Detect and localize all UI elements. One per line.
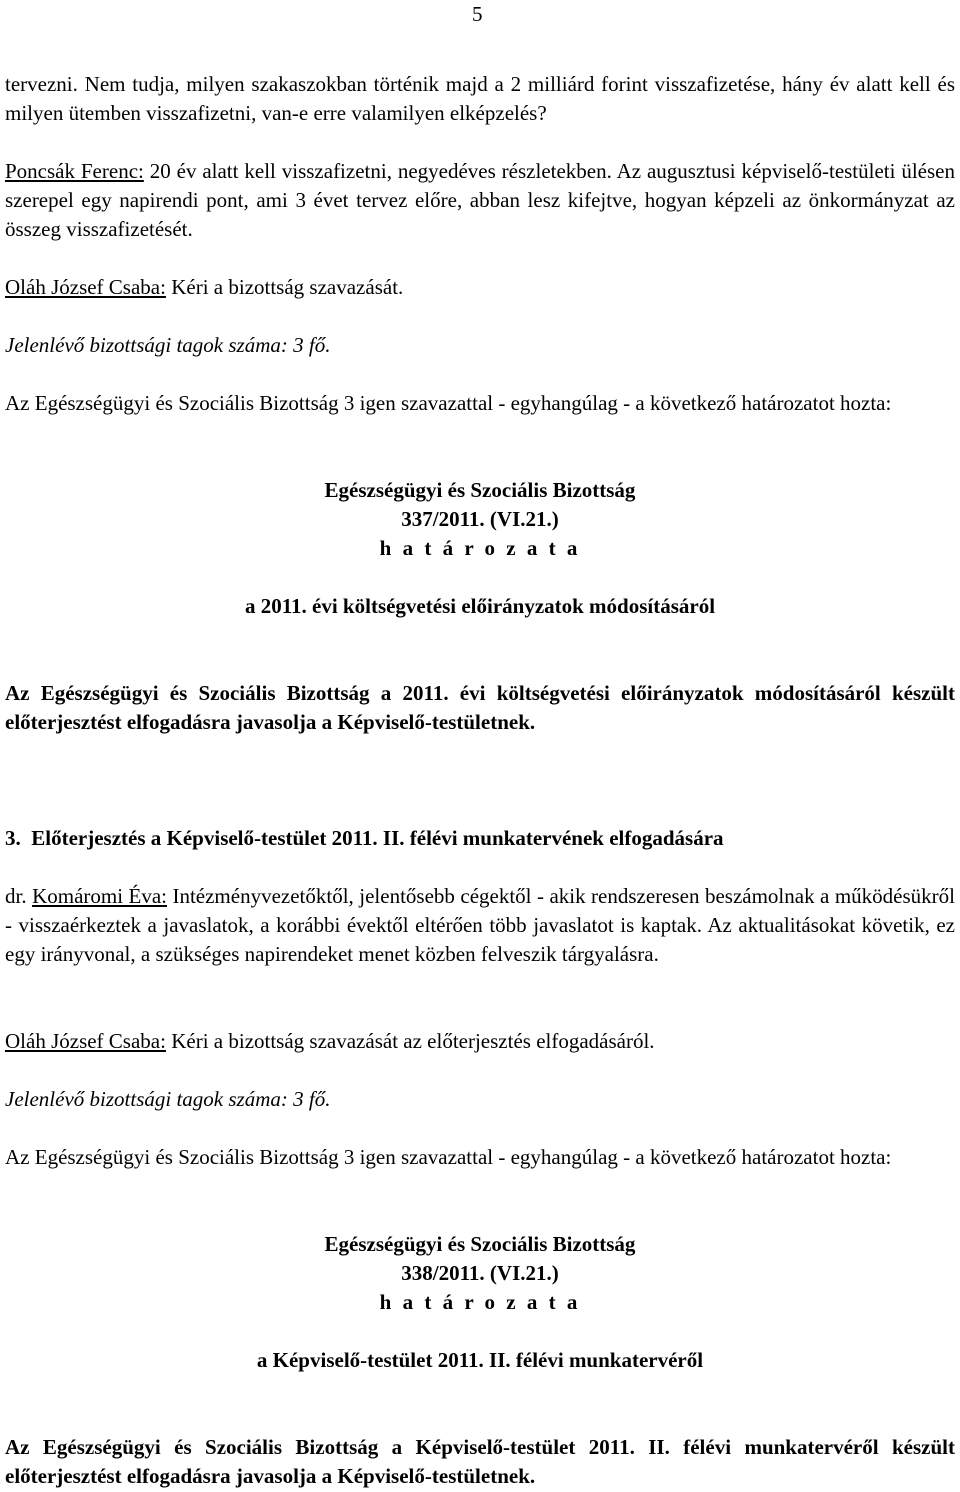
resolution-2-subject: a Képviselő-testület 2011. II. félévi munkatervéről [256, 1348, 704, 1372]
speaker-text: Kéri a bizottság szavazását. [165, 275, 404, 299]
vote-statement-1: Az Egészségügyi és Szociális Bizottság 3 igen szavazattal - egyhangúlag - a következő határozatot hozta: [5, 391, 892, 415]
resolution-2-committee: Egészségügyi és Szociális Bizottság [324, 1232, 636, 1256]
page-number: 5 [472, 2, 483, 26]
speaker-name: Komáromi Éva: [32, 884, 167, 908]
resolution-2-number: 338/2011. (VI.21.) [401, 1261, 559, 1285]
resolution-1-label: h a t á r o z a t a [379, 536, 581, 560]
resolution-2-label: h a t á r o z a t a [379, 1290, 581, 1314]
speaker-name: Poncsák Ferenc: [5, 159, 144, 183]
resolution-1-committee: Egészségügyi és Szociális Bizottság [324, 478, 636, 502]
paragraph-olah-1 [5, 273, 955, 302]
resolution-2-body: Az Egészségügyi és Szociális Bizottság a Képviselő-testület 2011. II. félévi munkatervéről készült előterjesztést elfogadásra javasolja a Képviselő-testületnek. [5, 1435, 955, 1488]
speaker-name: Oláh József Csaba: [5, 275, 166, 299]
paragraph-question: tervezni. Nem tudja, milyen szakaszokban történik majd a 2 milliárd forint visszafizetése, hány év alatt kell és milyen ütemben visszafizetni, van-e erre valamilyen elképzelés? [5, 72, 955, 125]
paragraph-olah-2 [5, 1027, 955, 1056]
speaker-prefix: dr. [5, 884, 33, 908]
resolution-1-subject: a 2011. évi költségvetési előirányzatok módosításáról [244, 594, 716, 618]
vote-statement-2: Az Egészségügyi és Szociális Bizottság 3 igen szavazattal - egyhangúlag - a következő határozatot hozta: [5, 1145, 892, 1169]
paragraph-poncsak [5, 157, 955, 244]
resolution-1-body: Az Egészségügyi és Szociális Bizottság a 2011. évi költségvetési előirányzatok módosításáról készült előterjesztést elfogadásra javasolja a Képviselő-testületnek. [5, 681, 955, 734]
speaker-text: Kéri a bizottság szavazását az előterjesztés elfogadásáról. [165, 1029, 655, 1053]
resolution-1-number: 337/2011. (VI.21.) [401, 507, 559, 531]
present-members-1: Jelenlévő bizottsági tagok száma: 3 fő. [5, 333, 331, 357]
section-heading-3: 3. Előterjesztés a Képviselő-testület 2011. II. félévi munkatervének elfogadására [5, 826, 724, 850]
speaker-text: Intézményvezetőktől, jelentősebb cégektől - akik rendszeresen beszámolnak a működésükről - visszaérkeztek a javaslatok, a korábbi évektől eltérően több javaslatot is kaptak. Az aktualitásokat követik, ez egy irányvonal, a szükséges napirendeket menet közben felveszik tárgyalásra. [5, 884, 955, 966]
present-members-2: Jelenlévő bizottsági tagok száma: 3 fő. [5, 1087, 331, 1111]
speaker-text: 20 év alatt kell visszafizetni, negyedéves részletekben. Az augusztusi képviselő-testületi ülésen szerepel egy napirendi pont, ami 3 évet tervez előre, abban lesz kifejtve, hogyan képzeli az önkormányzat az összeg visszafizetését. [5, 159, 956, 241]
speaker-name: Oláh József Csaba: [5, 1029, 166, 1053]
paragraph-komaromi [5, 882, 955, 969]
